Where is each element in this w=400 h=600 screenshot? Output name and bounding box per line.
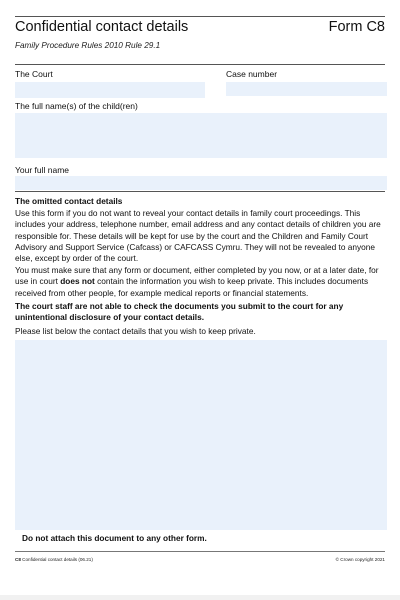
- footer-form-name: Confidential contact details (06.21): [22, 557, 93, 562]
- private-details-field[interactable]: [15, 340, 387, 530]
- your-name-field[interactable]: [15, 176, 387, 190]
- court-label: The Court: [15, 69, 53, 79]
- staff-warning: The court staff are not able to check the documents you submit to the court for any unintentional disclosure of your contact details.: [15, 301, 344, 323]
- do-not-attach-note: Do not attach this document to any other form.: [22, 533, 207, 543]
- form-subtitle: Family Procedure Rules 2010 Rule 29.1: [15, 41, 161, 50]
- case-number-field[interactable]: [226, 82, 387, 96]
- section-heading: The omitted contact details: [15, 196, 123, 206]
- top-rule: [15, 16, 385, 17]
- para2-text-b: contain the information you wish to keep private. This includes documents received from other people, for example medical reports or financial statements.: [15, 276, 369, 298]
- footer-left: [15, 557, 93, 562]
- footer-copyright: © Crown copyright 2021: [335, 557, 385, 562]
- header-rule: [15, 64, 385, 65]
- list-prompt: Please list below the contact details that you wish to keep private.: [15, 326, 256, 336]
- case-number-label: Case number: [226, 69, 278, 79]
- para2-emphasis: does not: [60, 276, 95, 287]
- children-label: The full name(s) of the child(ren): [15, 101, 138, 111]
- warning-paragraph: [15, 265, 387, 299]
- para2-text-a: You must make sure that any form or document, either completed by you now, or at a later date, for use in court: [15, 265, 379, 287]
- footer-rule: [15, 551, 385, 552]
- your-name-label: Your full name: [15, 165, 70, 175]
- form-number: Form C8: [328, 19, 385, 35]
- info-paragraph: Use this form if you do not want to reveal your contact details in family court proceedings. This includes your address, telephone number, email address and any contact details of children you are responsible for. These details will be kept for use by the court and the Children and Family Court Advisory and Support Service (Cafcass) or CAFCASS Cymru. They will not be revealed to anyone else, except by order of the court.: [15, 208, 381, 264]
- section-rule: [15, 191, 385, 192]
- court-field[interactable]: [15, 82, 205, 98]
- form-title: Confidential contact details: [15, 19, 189, 35]
- children-names-field[interactable]: [15, 113, 387, 158]
- footer-code: C8: [15, 557, 21, 562]
